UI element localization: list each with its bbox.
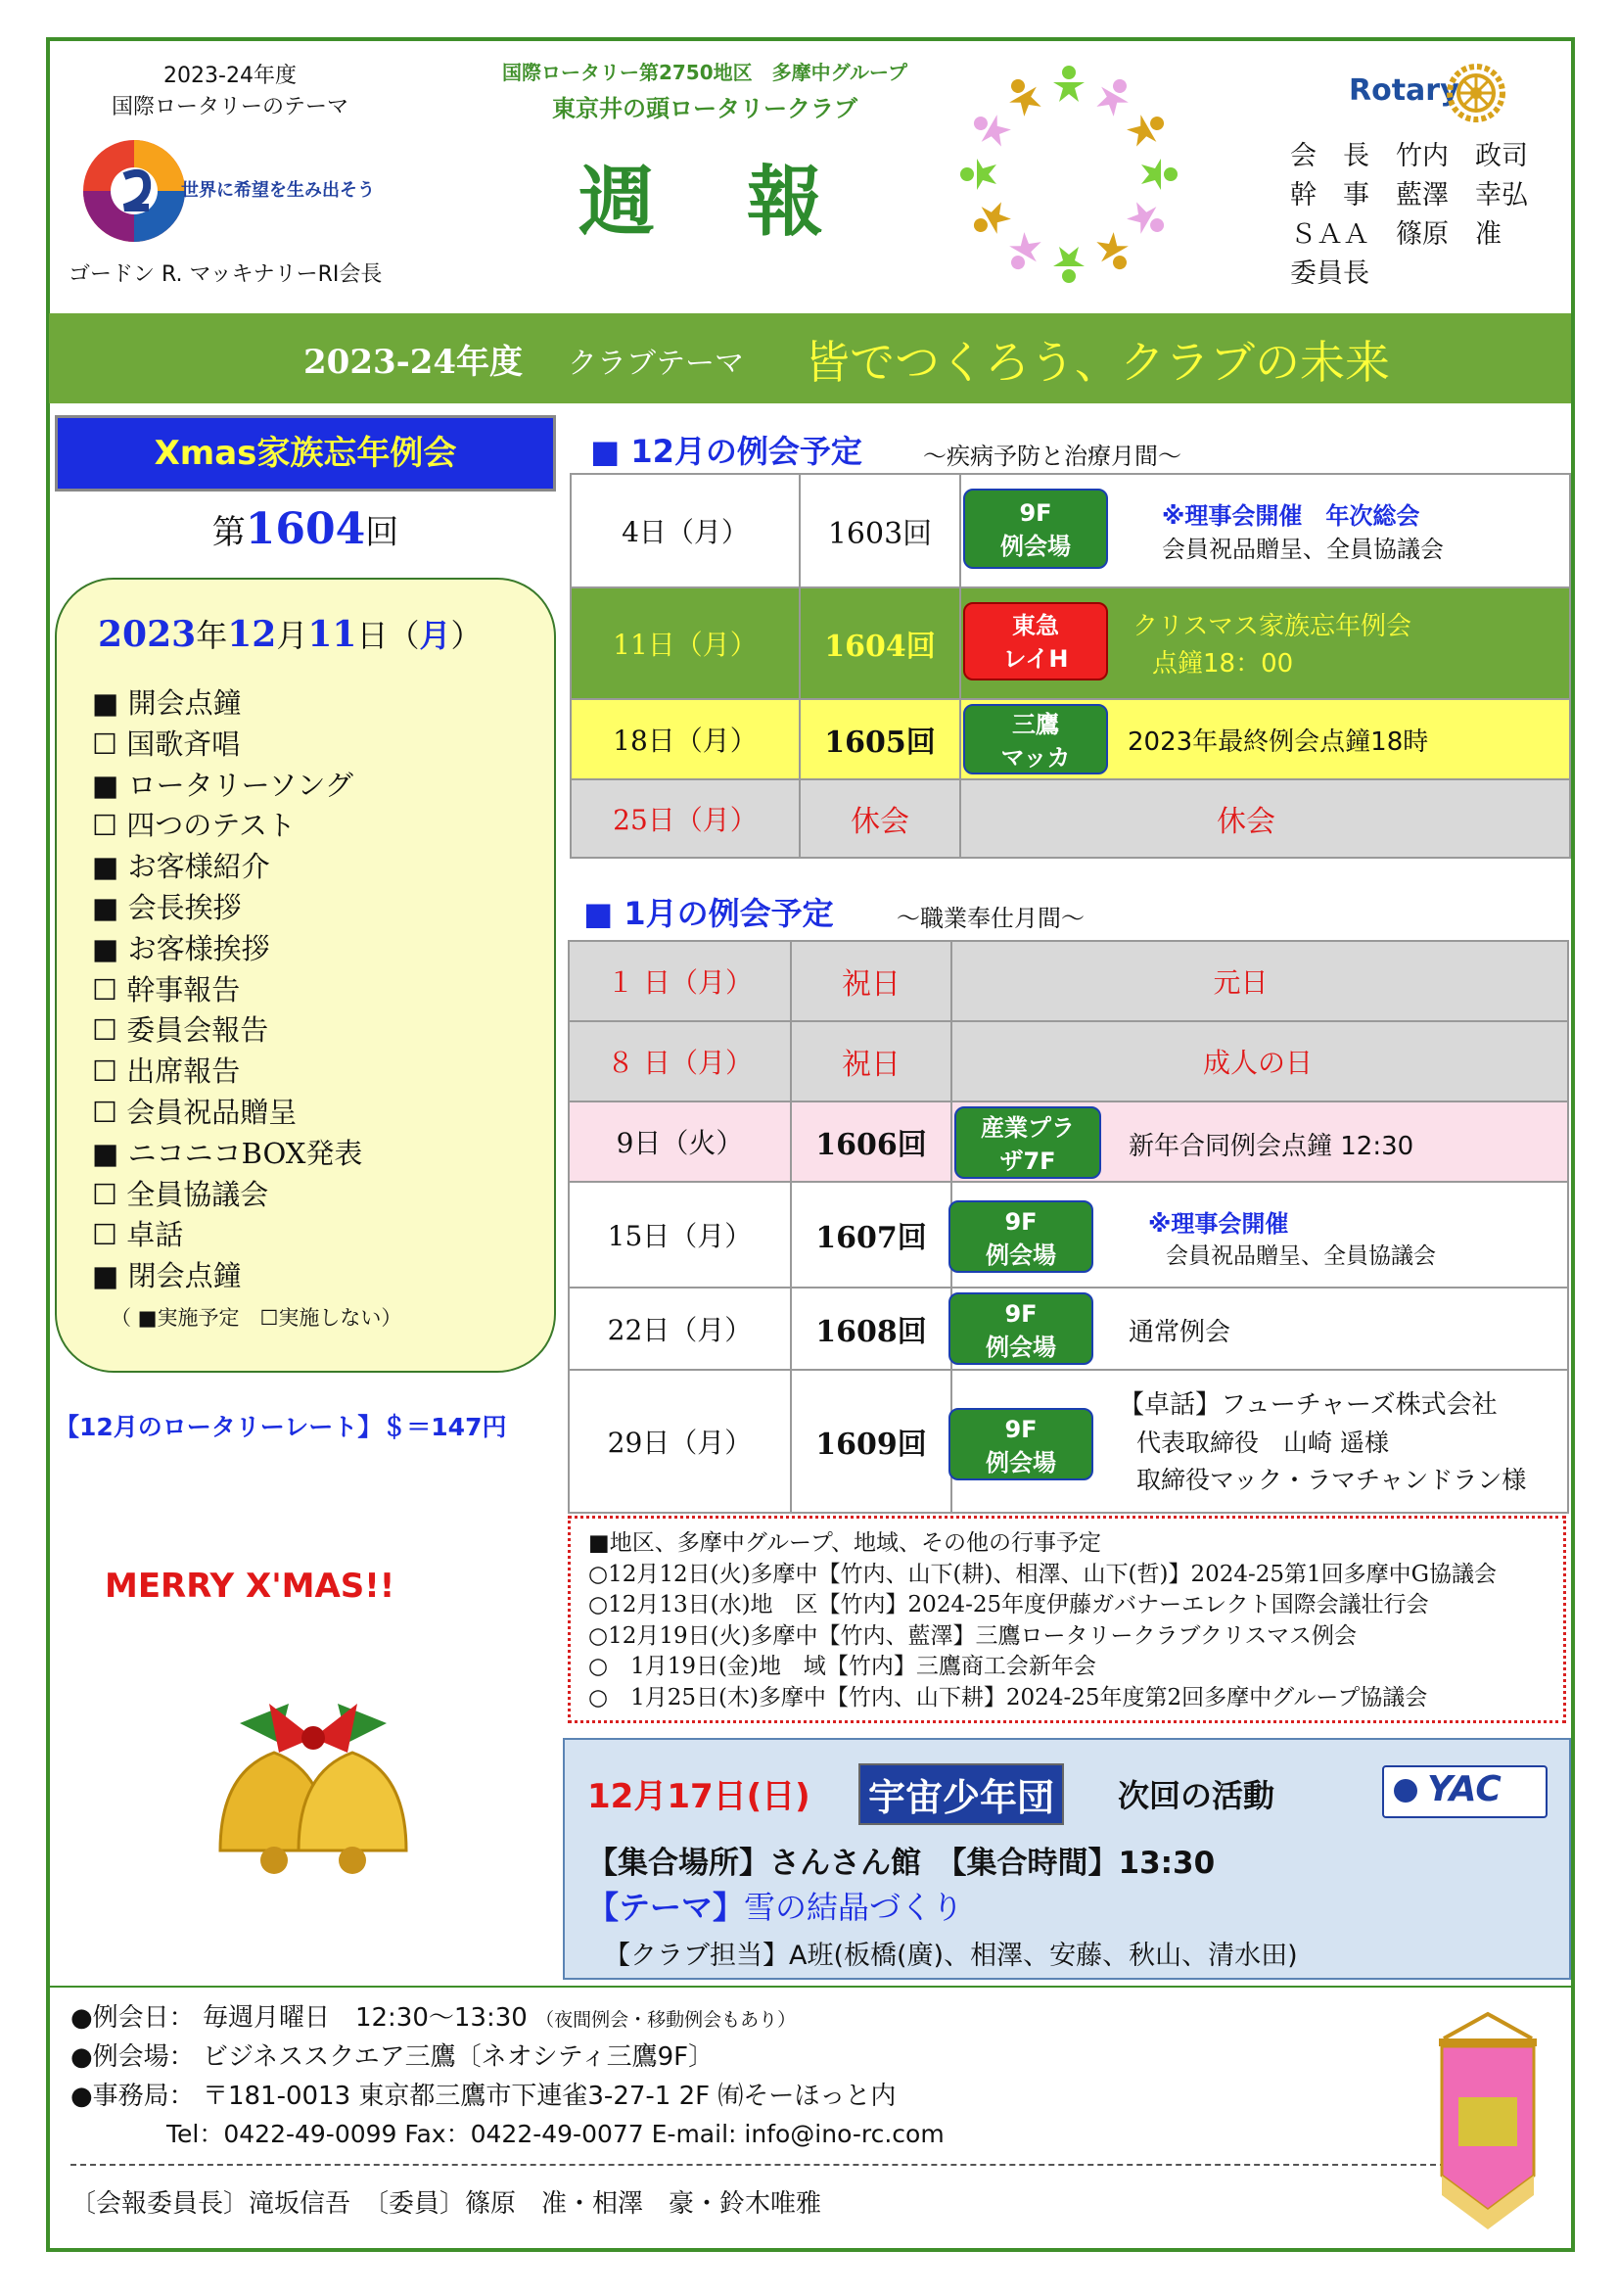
event-item: ○12月12日(火)多摩中【竹内、山下(耕)、相澤、山下(哲)】2024-25第1回多摩中G協議会 <box>588 1561 1498 1587</box>
venue-badge: 三鷹 マッカ <box>963 704 1108 774</box>
program-item: ☐ 国歌斉唱 <box>92 726 241 761</box>
club-banner-icon <box>1424 2009 1551 2234</box>
table-row: 18日（月） 1605回 三鷹 マッカ 2023年最終例会点鐘18時 <box>571 699 1570 779</box>
event-item: ○12月13日(水)地 区【竹内】2024-25年度伊藤ガバナーエレクト国際会議壮行会 <box>588 1592 1429 1617</box>
venue-badge: 9F 例会場 <box>963 489 1108 569</box>
program-item: ■ 開会点鐘 <box>92 686 242 720</box>
footer-divider <box>70 2164 1446 2166</box>
theme-year: 2023-24年度 <box>303 343 524 382</box>
club-name: 東京井の頭ロータリークラブ <box>552 95 857 122</box>
club-theme-text: 皆でつくろう、クラブの未来 <box>805 336 1390 389</box>
yac-logo: YAC <box>1382 1765 1548 1818</box>
theme-label: クラブテーマ <box>568 347 744 381</box>
program-item: ■ 会長挨拶 <box>92 890 242 924</box>
venue-badge: 東急 レイH <box>963 602 1108 680</box>
yac-staff: 【クラブ担当】A班(板橋(廣)、相澤、安藤、秋山、清水田) <box>604 1941 1298 1971</box>
january-table <box>568 940 1569 1514</box>
table-row: 4日（月） 1603回 9F 例会場 ※理事会開催 年次総会 会員祝品贈呈、全員協議会 <box>571 474 1570 587</box>
table-row: 15日（月） 1607回 9F 例会場 ※理事会開催 会員祝品贈呈、全員協議会 <box>569 1182 1568 1288</box>
footer-office: ●事務局： 〒181-0013 東京都三鷹市下連雀3-27-1 2F ㈲そーほっと内 <box>70 2082 897 2111</box>
table-row: ８ 日（月） 祝日 成人の日 <box>569 1021 1568 1101</box>
venue-badge: 9F 例会場 <box>948 1292 1093 1365</box>
club-header <box>460 57 949 251</box>
officer-chair: 委員長 <box>1290 258 1369 289</box>
footer-contact: Tel：0422-49-0099 Fax：0422-49-0077 E-mail: info@ino-rc.com <box>166 2120 945 2148</box>
events-list <box>588 1560 1563 1714</box>
table-row: 22日（月） 1608回 9F 例会場 通常例会 <box>569 1288 1568 1370</box>
event-item: ○12月19日(火)多摩中【竹内、藍澤】三鷹ロータリークラブクリスマス例会 <box>588 1622 1357 1649</box>
venue-badge: 9F 例会場 <box>948 1200 1093 1273</box>
table-row: 9日（火） 1606回 産業プラ ザ7F 新年合同例会点鐘 12:30 <box>569 1101 1568 1182</box>
meeting-number: 第1604回 <box>211 504 399 554</box>
ri-president: ゴードン R. マッキナリーRI会長 <box>69 262 383 287</box>
table-row: １ 日（月） 祝日 元日 <box>569 941 1568 1021</box>
ri-logo-text: 世界に希望を生み出そう <box>181 180 375 201</box>
program-item: ■ ニコニコBOX発表 <box>92 1136 363 1170</box>
table-row: 11日（月） 1604回 東急 レイH クリスマス家族忘年例会 点鐘18：00 <box>571 587 1570 699</box>
yac-date: 12月17日(日) <box>587 1777 810 1816</box>
meeting-title-box <box>55 415 556 492</box>
program-item: ■ ロータリーソング <box>92 768 353 802</box>
footer-venue: ●例会場： ビジネススクエア三鷹〔ネオシティ三鷹9F〕 <box>70 2042 715 2072</box>
program-item: ☐ 委員会報告 <box>92 1013 269 1048</box>
footer <box>49 1986 1571 2250</box>
rotary-wheel-icon <box>1447 64 1505 122</box>
officers-list <box>1290 137 1584 294</box>
january-title: ■ 1月の例会予定 <box>583 895 834 932</box>
program-item: ■ お客様紹介 <box>92 850 270 884</box>
program-item: ☐ 会員祝品贈呈 <box>92 1095 298 1129</box>
ri-logo-icon <box>80 137 188 245</box>
meeting-title: Xmas家族忘年例会 <box>154 434 457 473</box>
december-table <box>570 473 1571 859</box>
venue-badge: 産業プラ ザ7F <box>954 1106 1101 1179</box>
rotary-rate: 【12月のロータリーレート】＄＝147円 <box>55 1413 507 1441</box>
club-theme-bar <box>49 313 1571 403</box>
event-item: ○ 1月25日(木)多摩中【竹内、山下耕】2024-25年度第2回多摩中グループ協議会 <box>588 1684 1428 1710</box>
officer-saa: ＳＡＡ 篠原 准 <box>1290 219 1502 250</box>
program-item: ■ 閉会点鐘 <box>92 1259 242 1293</box>
program-item: ☐ 卓話 <box>92 1218 184 1252</box>
yac-next: 次回の活動 <box>1118 1777 1275 1814</box>
yac-logo-icon <box>1394 1779 1417 1803</box>
december-title: ■ 12月の例会予定 <box>590 433 862 470</box>
program-legend: （ ■実施予定 ☐実施しない） <box>111 1306 402 1330</box>
officer-president: 会 長 竹内 政司 <box>1290 141 1528 171</box>
program-item: ☐ 四つのテスト <box>92 809 297 843</box>
december-subtitle: ～疾病予防と治療月間～ <box>923 443 1181 470</box>
ri-theme-block <box>69 61 392 123</box>
january-subtitle: ～職業奉仕月間～ <box>897 905 1085 932</box>
ri-theme-label: 国際ロータリーのテーマ <box>111 95 348 119</box>
yac-activity-box <box>563 1738 1571 1980</box>
events-title: ■地区、多摩中グループ、地域、その他の行事予定 <box>588 1530 1102 1556</box>
events-box <box>568 1516 1566 1723</box>
ri-year: 2023-24年度 <box>163 64 297 88</box>
bulletin-title: 週 報 <box>578 158 831 247</box>
district-label: 国際ロータリー第2750地区 多摩中グループ <box>501 61 908 84</box>
program-list <box>92 683 362 1297</box>
people-wreath-icon <box>951 57 1186 292</box>
program-box <box>55 578 556 1373</box>
yac-place: 【集合場所】さんさん館 【集合時間】13:30 <box>587 1846 1216 1881</box>
table-row: 29日（月） 1609回 9F 例会場 【卓話】フューチャーズ株式会社 代表取締役 山崎 遥様 取締役マック・ラマチャンドラン様 <box>569 1370 1568 1513</box>
merry-xmas-text: MERRY X'MAS!! <box>105 1567 395 1606</box>
table-row: 25日（月） 休会 休会 <box>571 779 1570 858</box>
program-item: ☐ 全員協議会 <box>92 1177 269 1211</box>
yac-org: 宇宙少年団 <box>858 1763 1064 1825</box>
christmas-bells-icon <box>181 1684 445 1899</box>
footer-meeting-day: ●例会日： 毎週月曜日 12:30～13:30 （夜間例会・移動例会もあり） <box>70 2003 797 2033</box>
rotary-wordmark: Rotary <box>1349 73 1459 108</box>
program-item: ☐ 幹事報告 <box>92 972 241 1007</box>
event-item: ○ 1月19日(金)地 域【竹内】三鷹商工会新年会 <box>588 1654 1096 1679</box>
footer-editors: 〔会報委員長〕滝坂信吾 〔委員〕篠原 准・相澤 豪・鈴木唯雅 <box>70 2189 822 2219</box>
yac-theme: 【テーマ】雪の結晶づくり <box>587 1889 964 1926</box>
officer-secretary: 幹 事 藍澤 幸弘 <box>1290 180 1528 211</box>
program-item: ☐ 出席報告 <box>92 1054 241 1089</box>
venue-badge: 9F 例会場 <box>948 1408 1093 1480</box>
program-item: ■ お客様挨拶 <box>92 931 270 965</box>
meeting-date: 2023年12月11日（月） <box>98 614 483 655</box>
